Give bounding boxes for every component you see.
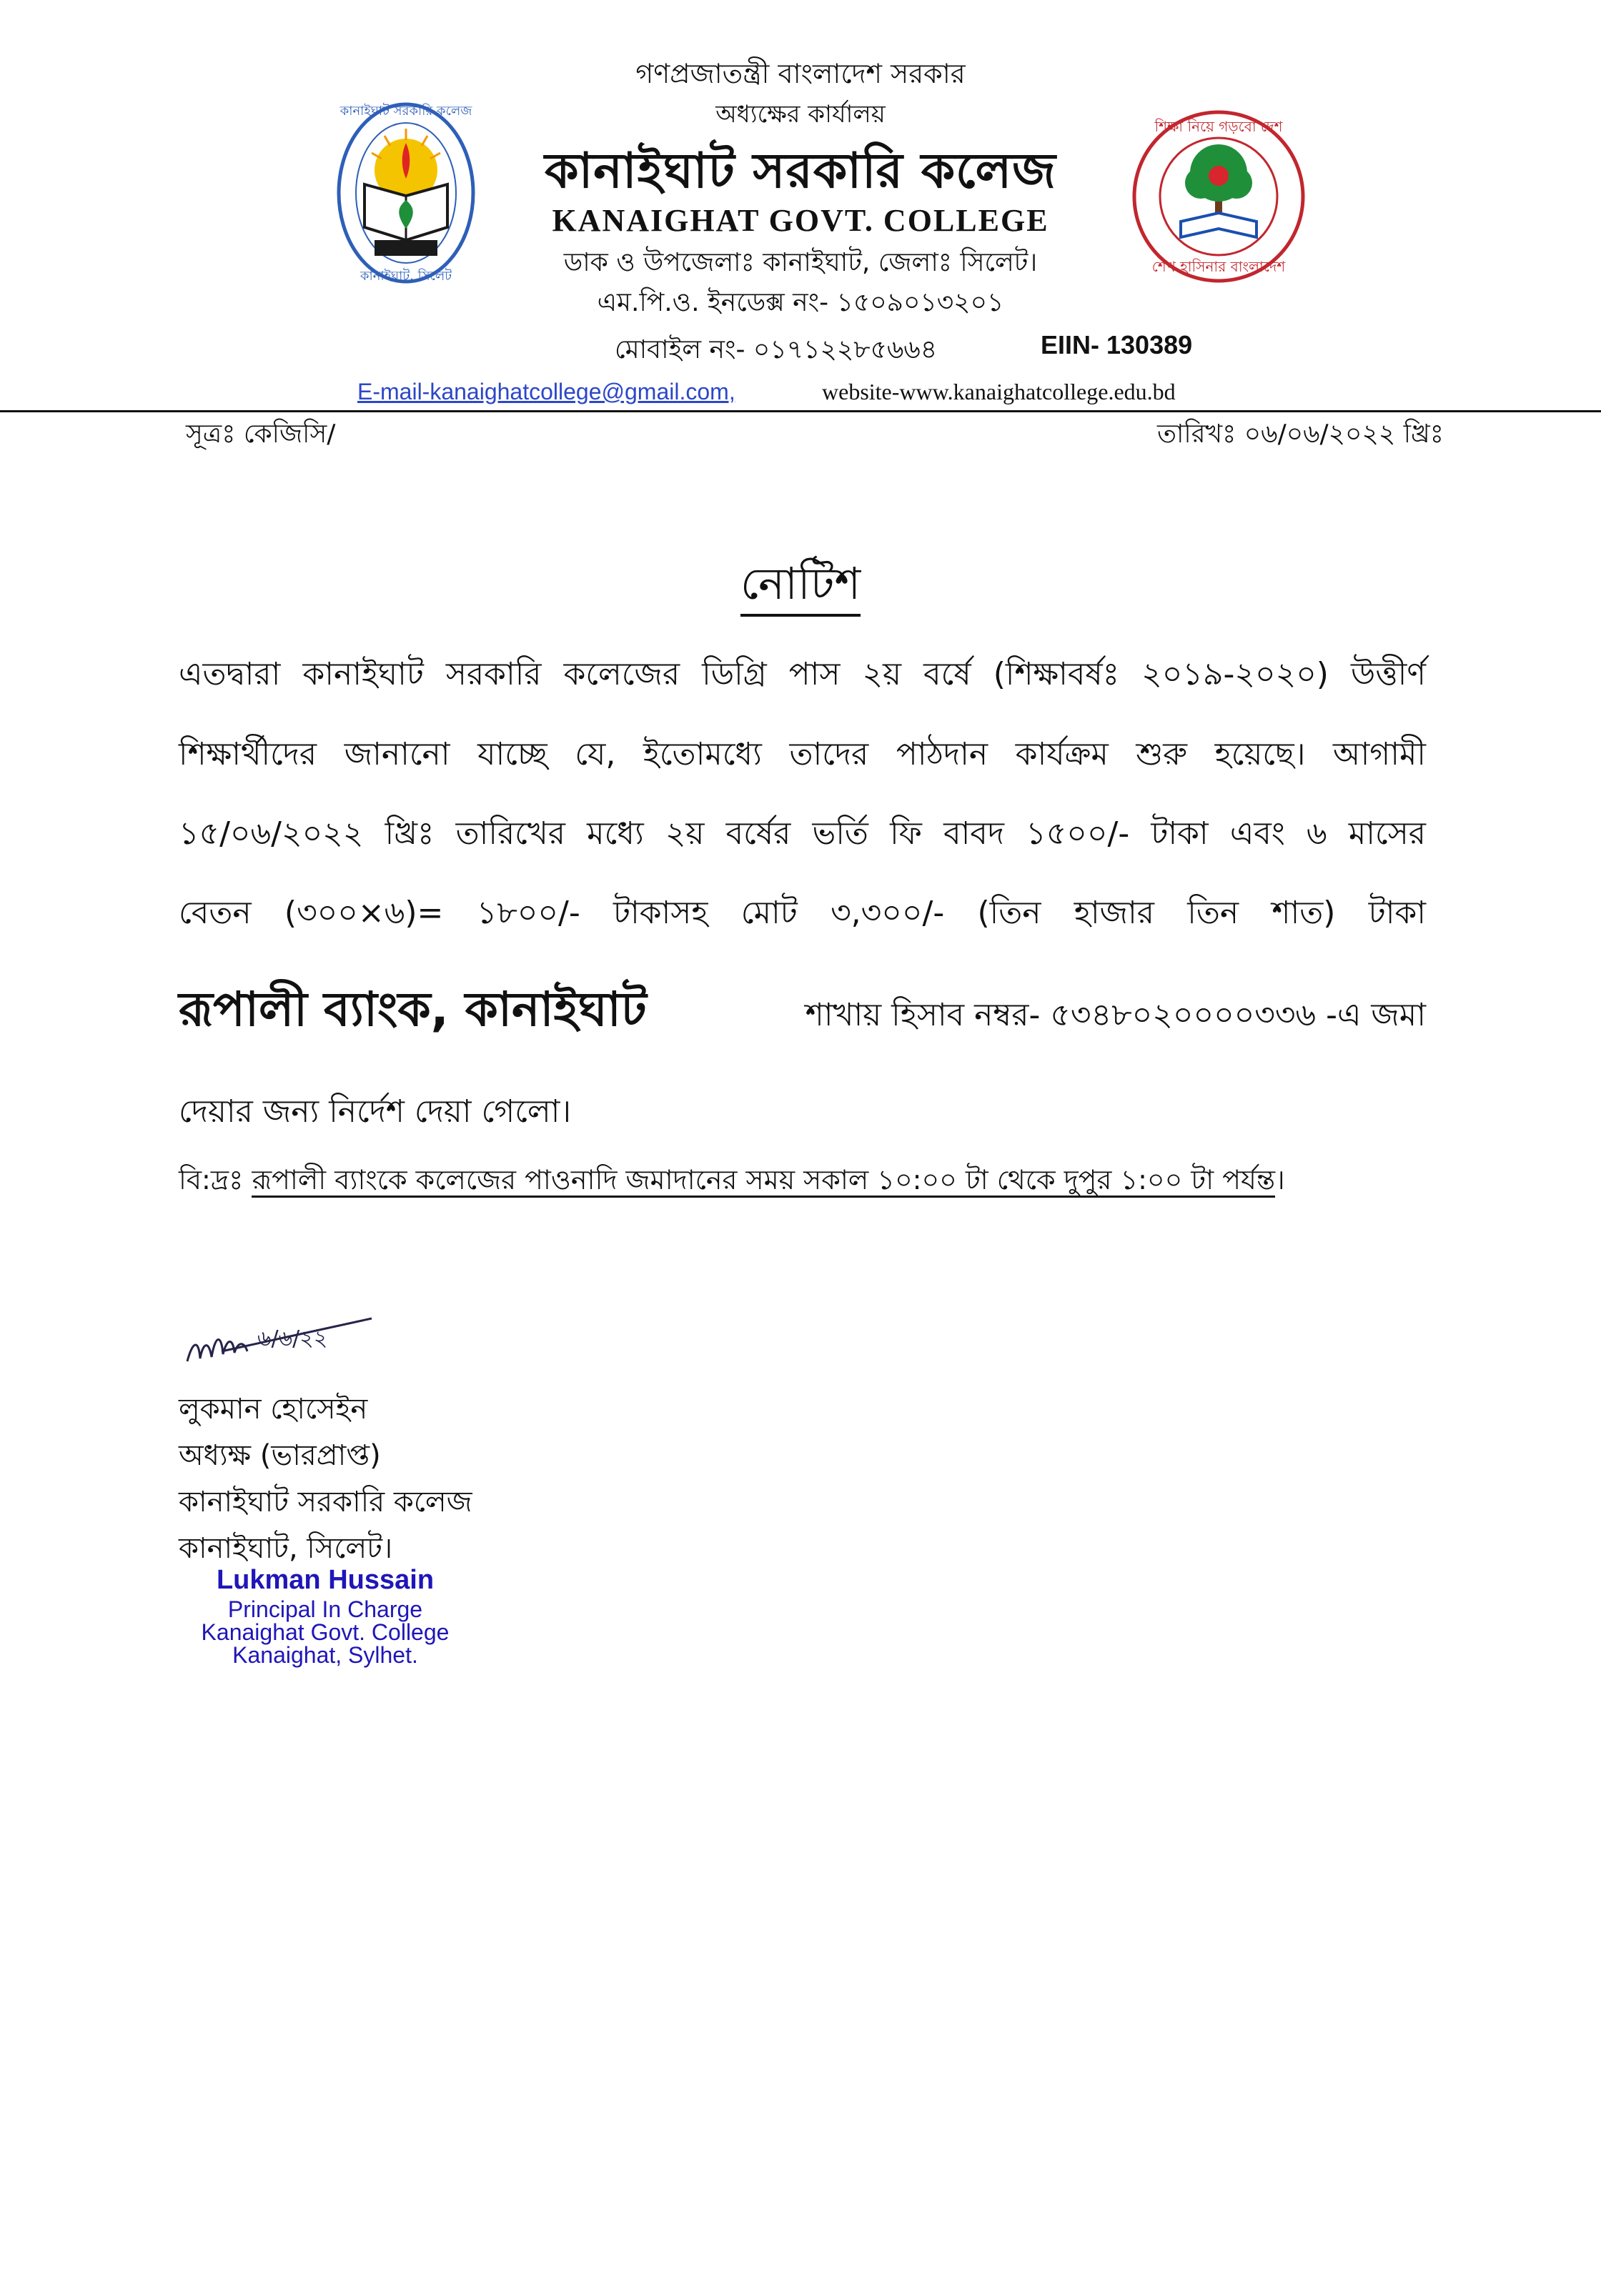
college-name-english: KANAIGHAT GOVT. COLLEGE (552, 203, 1049, 238)
notice-line-3: ১৫/০৬/২০২২ খ্রিঃ তারিখের মধ্যে ২য় বর্ষের ভর্তি ফি বাবদ ১৫০০/- টাকা এবং ৬ মাসের (179, 815, 1426, 852)
note-line (179, 1159, 1285, 1205)
slogan-logo-right (1129, 107, 1308, 286)
header-divider (0, 410, 1601, 412)
memo-date: তারিখঃ ০৬/০৬/২০২২ খ্রিঃ (1156, 419, 1444, 449)
stamp-name: Lukman Hussain (216, 1565, 435, 1595)
post-address: ডাক ও উপজেলাঃ কানাইঘাট, জেলাঃ সিলেট। (563, 248, 1038, 277)
note-body: রূপালী ব্যাংকে কলেজের পাওনাদি জমাদানের সময় সকাল ১০:০০ টা থেকে দুপুর ১:০০ টা পর্যন্ত (252, 1164, 1275, 1198)
signature-date: ৬/৬/২২ (257, 1326, 328, 1351)
signatory-college: কানাইঘাট সরকারি কলেজ (179, 1486, 472, 1519)
notice-line-6: দেয়ার জন্য নির্দেশ দেয়া গেলো। (179, 1093, 572, 1130)
memo-reference: সূত্রঃ কেজিসি/ (186, 419, 336, 449)
website-text: website-www.kanaighatcollege.edu.bd (822, 379, 1176, 404)
mpo-index: এম.পি.ও. ইনডেক্স নং- ১৫০৯০১৩২০১ (597, 288, 1004, 317)
mobile-number: মোবাইল নং- ০১৭১২২৮৫৬৬৪ (615, 335, 938, 364)
signatory-place: কানাইঘাট, সিলেট। (179, 1532, 393, 1565)
notice-line-2: শিক্ষার্থীদের জানানো যাচ্ছে যে, ইতোমধ্যে তাদের পাঠদান কার্যক্রম শুরু হয়েছে। আগামী (179, 736, 1426, 772)
notice-line-4: বেতন (৩০০×৬)= ১৮০০/- টাকাসহ মোট ৩,৩০০/- (তিন হাজার তিন শাত) টাকা (179, 895, 1426, 931)
government-line: গণপ্রজাতন্ত্রী বাংলাদেশ সরকার (635, 58, 966, 89)
stamp-designation: Principal In Charge (227, 1596, 423, 1622)
logo-left-text-bottom: কানাইঘাট, সিলেট (360, 269, 452, 284)
notice-title-text: নোটিশ (740, 557, 861, 617)
signatory-name: লুকমান হোসেইন (179, 1393, 368, 1426)
notice-line-5 (179, 973, 1426, 1052)
logo-left-text-top: কানাইঘাট সরকারি কলেজ (339, 104, 472, 119)
email-link[interactable]: E-mail-kanaighatcollege@gmail.com, (357, 379, 735, 404)
signatory-designation: অধ্যক্ষ (ভারপ্রাপ্ত) (179, 1439, 381, 1472)
stamp-place: Kanaighat, Sylhet. (232, 1642, 418, 1668)
bank-name: রূপালী ব্যাংক, কানাইঘাট (179, 982, 647, 1037)
eiin-number: EIIN- 130389 (1041, 330, 1193, 359)
note-prefix: বি:দ্রঃ (179, 1164, 244, 1196)
notice-title (0, 550, 1601, 624)
handwritten-signature (179, 1311, 386, 1397)
college-logo-left (334, 100, 477, 286)
account-line: শাখায় হিসাব নম্বর- ৫৩৪৮০২০০০০৩৩৬ -এ জমা (805, 997, 1426, 1033)
note-end: । (1275, 1164, 1285, 1196)
logo-right-text-bottom: শেখ হাসিনার বাংলাদেশ (1151, 258, 1286, 275)
stamp-college: Kanaighat Govt. College (201, 1619, 450, 1645)
office-line: অধ্যক্ষের কার্যালয় (715, 100, 886, 129)
college-name-bangla: কানাইঘাট সরকারি কলেজ (545, 143, 1056, 199)
notice-line-1: এতদ্বারা কানাইঘাট সরকারি কলেজের ডিগ্রি পাস ২য় বর্ষে (শিক্ষাবর্ষঃ ২০১৯-২০২০) উত্তীর্ণ (179, 656, 1426, 692)
logo-right-text-top: শিক্ষা নিয়ে গড়বো দেশ (1154, 118, 1283, 135)
